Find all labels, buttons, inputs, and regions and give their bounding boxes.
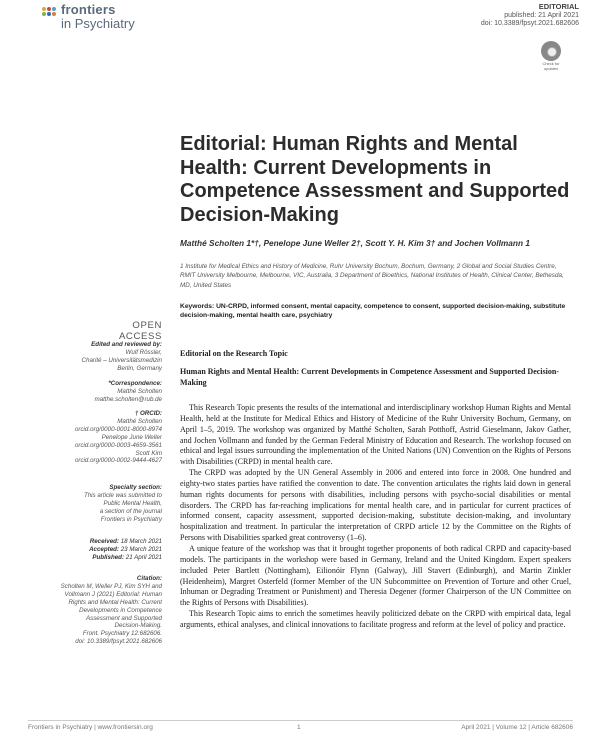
logo-dot (42, 12, 46, 16)
paragraph: This Research Topic presents the results of the international and interdisciplinary workshop Human Rights and Mental Health, held at the Institute for Medical Ethics and History of Medicine of the Ruhr University Bochum, Germany, on April 1–5, 2019. The workshop was organized by Matthé Scholten, Sarah Potthoff, Astrid Gieselmann, Jakov Gather, and Jochen Vollmann and funded by the German Federal Ministry of Education and Research. The workshop focused on ethical and legal issues surrounding the implementation of the United Nations (UN) Convention on the Rights of Persons with Disabilities (CRPD) in mental health care. (180, 403, 571, 467)
orcid-author: Scott Kim (135, 449, 162, 457)
editor-affiliation: Charité – Universitätsmedizin (81, 356, 162, 364)
paragraph: This Research Topic aims to enrich the sometimes heavily politicized debate on the CRPD with empirical data, legal arguments, ethical analyses, and clinical innovations to facilitate progress and reform at the level of policy and practice. (180, 609, 571, 629)
check-for-updates-button[interactable] (537, 41, 565, 75)
citation-line: Front. Psychiatry 12:682606. (82, 630, 162, 638)
orcid-link[interactable]: orcid.org/0000-0001-8000-8974 (74, 425, 162, 433)
journal-name: frontiers (61, 2, 116, 17)
article-title: Editorial: Human Rights and Mental Health: Current Developments in Competence Assessment and Supported Decision-Making (180, 133, 570, 226)
affiliations: 1 Institute for Medical Ethics and History of Medicine, Ruhr University Bochum, Bochum, Germany, 2 Global and Social Studies Centre, RMIT University Melbourne, Melbourne, VIC, Australia, 3 Department of Bioethics, National Institutes of Health, Clinical Center, Bethesda, MD, United States (180, 263, 564, 289)
citation-line: Assessment and Supported (85, 614, 162, 622)
citation-doi-link[interactable]: doi: 10.3389/fpsyt.2021.682606 (75, 638, 162, 646)
keywords-label: Keywords: (180, 303, 215, 310)
keywords (180, 302, 570, 321)
citation-line: Developments in Competence (79, 606, 162, 614)
logo-dot (42, 7, 46, 11)
specialty-line: Frontiers in Psychiatry (100, 515, 162, 523)
orcid-block (30, 410, 162, 465)
specialty-line: a section of the journal (99, 507, 162, 515)
citation-line: Vollmann J (2021) Editorial: Human (64, 590, 162, 598)
edited-heading: Edited and reviewed by: (91, 341, 162, 348)
published-date: Published: 21 April 2021 (92, 553, 162, 561)
orcid-link[interactable]: orcid.org/0000-0003-4659-3561 (74, 441, 162, 449)
check-updates-icon (541, 41, 561, 61)
logo-dot (47, 7, 51, 11)
editor-block (30, 341, 162, 373)
specialty-line: This article was submitted to (83, 491, 162, 499)
dates-block (30, 538, 162, 562)
section-label: Editorial on the Research Topic (180, 349, 288, 358)
logo-dot (47, 12, 51, 16)
published-line: published: 21 April 2021 (504, 11, 579, 19)
correspondence-heading: *Correspondence: (108, 380, 162, 387)
specialty-line: Public Mental Health, (103, 499, 162, 507)
page-number: 1 (297, 724, 301, 731)
author-list: Matthé Scholten 1*†, Penelope June Weller 2†, Scott Y. H. Kim 3† and Jochen Vollmann 1 (180, 238, 530, 248)
doi-line[interactable]: doi: 10.3389/fpsyt.2021.682606 (480, 20, 579, 27)
article-type: EDITORIAL (538, 2, 579, 11)
keywords-list: UN-CRPD, informed consent, mental capacity, competence to consent, supported decision-making, substitute decision-making, mental health care, psychiatry (180, 303, 566, 320)
citation-heading: Citation: (136, 575, 162, 582)
check-updates-label: Check for updates (542, 61, 560, 71)
correspondence-block (30, 380, 162, 404)
research-topic-title[interactable]: Human Rights and Mental Health: Current Developments in Competence Assessment and Supported Decision-Making (180, 367, 559, 387)
citation-block (30, 575, 162, 646)
orcid-link[interactable]: orcid.org/0000-0002-9444-4627 (74, 457, 162, 465)
orcid-author: Matthé Scholten (117, 417, 162, 425)
editor-affiliation: Berlin, Germany (117, 364, 162, 372)
accepted-date: Accepted: 23 March 2021 (89, 545, 162, 553)
correspondence-email[interactable]: matthe.scholten@rub.de (94, 395, 162, 403)
logo-dot (52, 12, 56, 16)
editor-name: Wulf Rössler, (125, 348, 162, 356)
citation-line: Rights and Mental Health: Current (68, 598, 162, 606)
specialty-heading: Specialty section: (109, 484, 162, 491)
logo-dot (52, 7, 56, 11)
received-date: Received: 18 March 2021 (89, 538, 162, 545)
orcid-author: Penelope June Weller (101, 433, 162, 441)
body-text (180, 403, 571, 631)
article-meta (481, 3, 579, 29)
paragraph: A unique feature of the workshop was that it brought together proponents of both radical CRPD and capacity-based models. The participants in the workshop were based in Germany, Ireland and the United Kingdom. Expert speakers included Peter Bartlett (Nottingham), Eilionóir Flynn (Galway), Jill Stavert (Edinburgh), and Martin Zinkler (Heidenheim), Margret Osterfeld (former Member of the UN Subcommittee on Prevention of Torture and other Cruel, Inhuman or Degrading Treatment or Punishment) and Theresia Degener (former Chairperson of the UN Committee on the Rights of Persons with Disabilities). (180, 543, 571, 608)
footer-divider (28, 720, 573, 721)
frontiers-logo-icon (42, 7, 52, 17)
orcid-heading: † ORCID: (134, 410, 162, 417)
specialty-block (30, 484, 162, 524)
footer-journal-link[interactable]: Frontiers in Psychiatry | www.frontiersin.org (28, 724, 153, 731)
citation-line: Scholten M, Weller PJ, Kim SYH and (60, 582, 162, 590)
journal-subtitle: in Psychiatry (61, 16, 135, 31)
journal-logo[interactable] (28, 3, 188, 39)
footer-volume: April 2021 | Volume 12 | Article 682606 (461, 724, 573, 731)
open-access-label: OPEN ACCESS (118, 320, 162, 342)
paragraph: The CRPD was adopted by the UN General Assembly in 2006 and entered into force in 2008. One hundred and eighty-two states parties have ratified the convention to date. The convention articulates the rights laid down in general human rights documents for persons with disabilities, including persons with psycho-social disabilities or mental disorders. The CRPD has far-reaching implications for mental health care, and in particular for current practices of informed consent, capacity assessment, supported decision-making, substitute decision-making, and involuntary hospitalization and treatment. In particular the interpretation of CRPD article 12 by the Committee on the Rights of Persons with Disabilities sparked great controversy (1–6). (180, 468, 571, 543)
citation-line: Decision-Making. (114, 622, 162, 630)
correspondence-name: Matthé Scholten (117, 387, 162, 395)
